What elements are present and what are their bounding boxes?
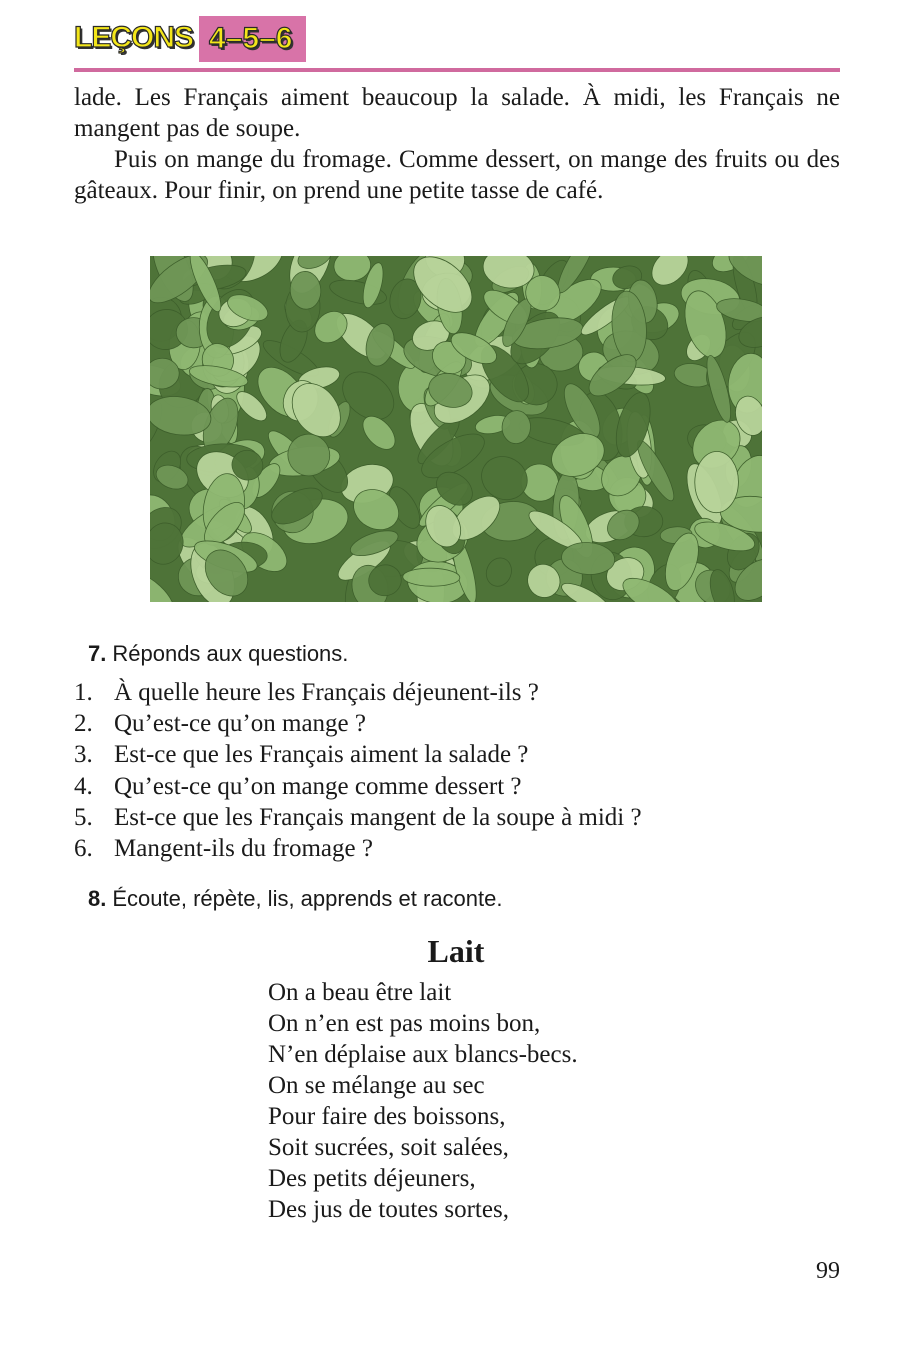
question-text: Est-ce que les Français aiment la salade ? <box>114 741 529 769</box>
question-number: 5. <box>74 803 93 831</box>
exercise-8-number: 8. <box>88 886 107 911</box>
question-number: 6. <box>74 835 93 863</box>
reading-paragraph-2: Puis on mange du fromage. Comme dessert, on mange des fruits ou des gâteaux. Pour finir, on prend une petite tasse de café. <box>74 146 840 204</box>
leaf-shape <box>694 451 739 513</box>
poem-line: On n’en est pas moins bon, <box>268 1010 541 1037</box>
poem-line: N’en déplaise aux blancs-becs. <box>268 1041 578 1068</box>
exercise-7-instruction: Réponds aux questions. <box>112 641 349 666</box>
salad-leaves-illustration <box>150 256 762 602</box>
question-text: Qu’est-ce qu’on mange comme dessert ? <box>114 772 522 800</box>
question-item <box>74 739 844 770</box>
lessons-label: LEÇONS <box>74 21 194 54</box>
poem-line: Des petits déjeuners, <box>268 1165 476 1192</box>
lesson-header <box>74 16 306 62</box>
question-number: 2. <box>74 710 93 738</box>
question-item <box>74 771 844 802</box>
exercise-8-heading <box>88 886 502 912</box>
poem-line: Soit sucrées, soit salées, <box>268 1134 509 1161</box>
question-number: 1. <box>74 679 93 706</box>
question-item <box>74 802 844 833</box>
question-text: À quelle heure les Français déjeunent-ils ? <box>114 679 539 706</box>
question-text: Qu’est-ce qu’on mange ? <box>114 710 366 738</box>
question-item <box>74 833 844 864</box>
lesson-number-badge <box>199 16 306 62</box>
question-number: 3. <box>74 741 93 769</box>
question-text: Mangent-ils du fromage ? <box>114 835 373 863</box>
question-number: 4. <box>74 772 93 800</box>
poem-title: Lait <box>427 933 485 969</box>
question-text: Est-ce que les Français mangent de la soupe à midi ? <box>114 803 642 831</box>
salad-leaves-photo <box>150 256 762 602</box>
page-number: 99 <box>816 1258 840 1284</box>
reading-paragraph-1: lade. Les Français aiment beaucoup la salade. À midi, les Français ne mangent pas de soupe. <box>74 84 840 142</box>
poem-line: Des jus de toutes sortes, <box>268 1196 509 1223</box>
question-item <box>74 708 844 739</box>
poem-lines <box>268 977 578 1225</box>
poem-line: On se mélange au sec <box>268 1072 485 1099</box>
poem-line: Pour faire des boissons, <box>268 1103 506 1130</box>
question-item <box>74 677 844 708</box>
exercise-8-instruction: Écoute, répète, lis, apprends et raconte. <box>112 886 503 911</box>
question-list <box>74 677 844 864</box>
exercise-7-number: 7. <box>88 641 107 666</box>
exercise-7-heading <box>88 641 348 667</box>
poem-line: On a beau être lait <box>268 979 452 1006</box>
header-divider <box>74 68 840 72</box>
lesson-numbers: 4–5–6 <box>209 22 293 55</box>
